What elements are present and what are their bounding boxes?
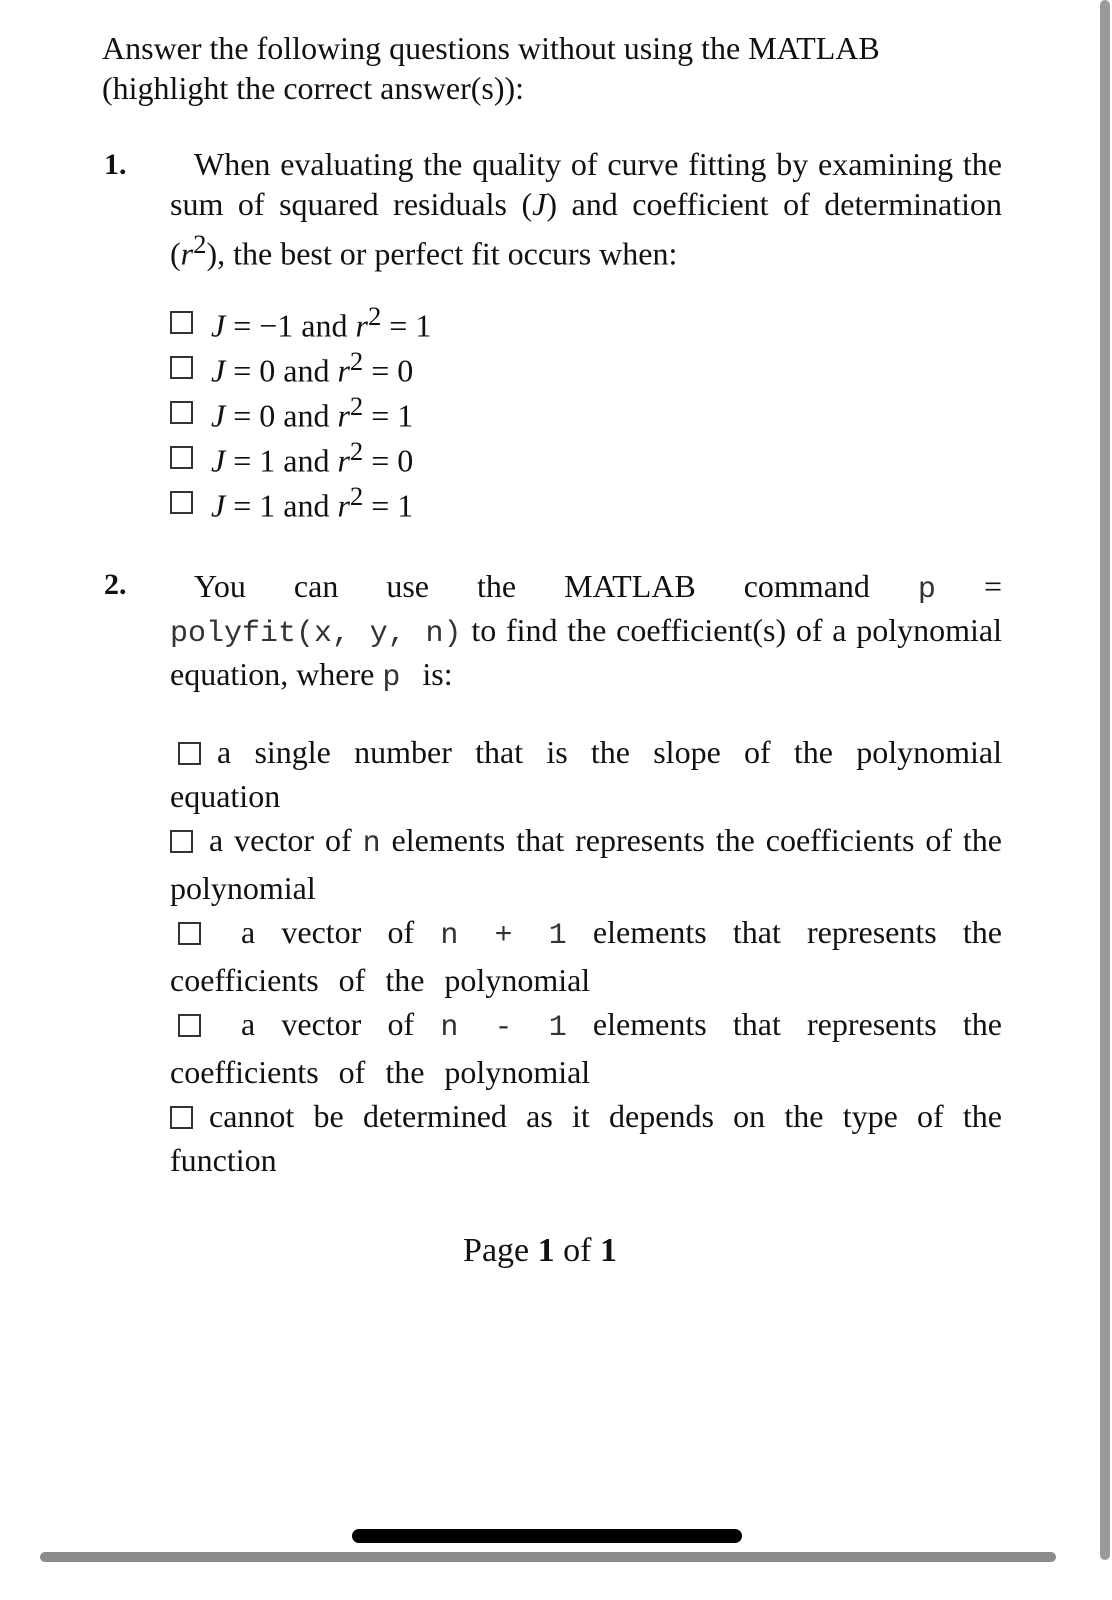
option-text: = −1 and (225, 307, 356, 344)
option-r: r (337, 442, 350, 479)
option-text: elements that represents the coefficients of the polynomial (170, 822, 1002, 906)
option-j: J (211, 352, 226, 389)
option-text: = 0 (363, 442, 414, 479)
checkbox[interactable] (170, 1106, 193, 1129)
instructions-line-1: Answer the following questions without using the MATLAB (102, 30, 880, 66)
checkbox[interactable] (170, 830, 193, 853)
option-code: n (362, 827, 381, 861)
option-j: J (211, 487, 226, 524)
q2-equals: = (983, 568, 1003, 604)
option-j: J (211, 397, 226, 434)
q2-code-p: p (917, 573, 936, 607)
q1-option-5[interactable] (170, 480, 770, 525)
question-2-text (170, 566, 1002, 698)
q1-r-exponent: 2 (193, 229, 207, 259)
q2-option-2[interactable] (170, 818, 1002, 910)
page-total: 1 (599, 1232, 617, 1269)
q2-option-5[interactable] (170, 1094, 1002, 1182)
checkbox[interactable] (170, 491, 193, 514)
q2-text-part: to find the coefficient(s) of a polynomial equation, where (170, 612, 1003, 692)
checkbox[interactable] (178, 922, 201, 945)
option-text: cannot be determined as it depends on the type of the function (170, 1098, 1002, 1178)
question-2-options (170, 730, 1002, 1182)
q2-option-4[interactable] (170, 1002, 1002, 1094)
q1-option-2[interactable] (170, 345, 770, 390)
q1-option-3[interactable] (170, 390, 770, 435)
option-text: = 1 and (225, 442, 338, 479)
question-1-number: 1. (104, 148, 127, 181)
option-r: r (337, 487, 350, 524)
q2-text-part: You can use the MATLAB command (194, 568, 918, 604)
option-r: r (337, 397, 350, 434)
q1-text-part: When evaluating the quality of curve fitting by examining the sum of squared residuals ( (170, 146, 1002, 222)
page-word: Page (463, 1232, 530, 1269)
page-indicator (0, 1232, 1080, 1270)
option-text: a vector of (241, 1006, 441, 1042)
checkbox[interactable] (178, 1014, 201, 1037)
option-text: = 1 (381, 307, 432, 344)
option-exponent: 2 (349, 480, 364, 511)
option-text: = 1 (363, 397, 414, 434)
option-text: = 0 and (225, 397, 338, 434)
option-text: a single number that is the slope of the polynomial equation (170, 734, 1002, 814)
checkbox[interactable] (170, 311, 193, 334)
q1-j-symbol: J (532, 186, 547, 222)
option-text: elements that represents the coefficients of the polynomial (170, 914, 1003, 998)
option-j: J (211, 442, 226, 479)
option-r: r (337, 352, 350, 389)
vertical-scrollbar[interactable] (1100, 0, 1110, 1560)
option-exponent: 2 (349, 435, 364, 466)
q2-option-1[interactable] (170, 730, 1002, 818)
instructions-line-2: (highlight the correct answer(s)): (102, 70, 525, 106)
horizontal-scrollbar[interactable] (40, 1552, 1056, 1562)
option-text: a vector of (209, 822, 363, 858)
checkbox[interactable] (170, 446, 193, 469)
checkbox[interactable] (178, 742, 201, 765)
option-code: n + 1 (440, 919, 567, 953)
option-text: a vector of (241, 914, 441, 950)
home-indicator[interactable] (352, 1529, 742, 1543)
q1-text-part: ), the best or perfect fit occurs when: (206, 235, 678, 272)
q1-option-1[interactable] (170, 300, 770, 345)
q2-text-part: is: (400, 656, 453, 692)
option-text: = 1 (363, 487, 414, 524)
option-r: r (355, 307, 368, 344)
q1-r-symbol: r (180, 235, 194, 272)
q1-text-part: ) and coefficient of determination ( (170, 186, 1003, 272)
question-1-options (170, 300, 770, 525)
option-exponent: 2 (349, 345, 364, 376)
option-text: = 0 (363, 352, 414, 389)
option-text: elements that represents the coefficients of the polynomial (170, 1006, 1003, 1090)
q2-code-polyfit: polyfit(x, y, n) (170, 617, 462, 651)
checkbox[interactable] (170, 356, 193, 379)
q1-option-4[interactable] (170, 435, 770, 480)
option-exponent: 2 (349, 390, 364, 421)
of-word: of (563, 1232, 592, 1269)
option-exponent: 2 (367, 300, 382, 331)
page-current: 1 (537, 1232, 555, 1269)
instructions (102, 28, 1002, 108)
question-1-text (170, 144, 1002, 274)
question-2-number: 2. (104, 568, 127, 601)
checkbox[interactable] (170, 401, 193, 424)
q2-option-3[interactable] (170, 910, 1002, 1002)
option-code: n - 1 (440, 1011, 567, 1045)
option-j: J (211, 307, 226, 344)
option-text: = 0 and (225, 352, 338, 389)
q2-code-p-2: p (382, 661, 401, 695)
option-text: = 1 and (225, 487, 338, 524)
